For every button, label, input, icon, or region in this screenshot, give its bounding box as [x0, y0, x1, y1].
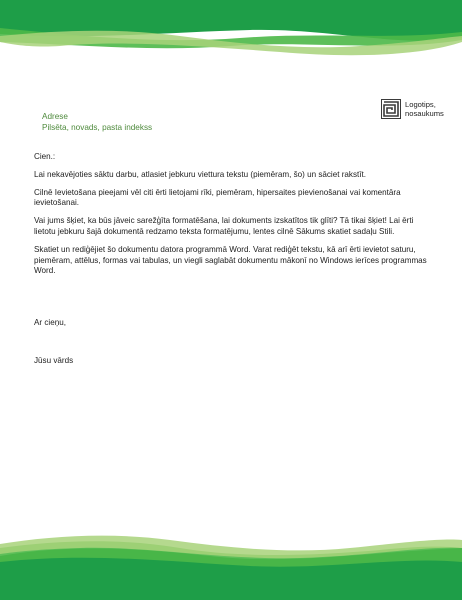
header-wave-decoration — [0, 0, 462, 62]
logo-line-1: Logotips, — [405, 100, 436, 109]
maze-square-icon — [381, 99, 401, 119]
logo-name — [405, 100, 462, 118]
letter-body — [34, 152, 434, 367]
city-postal-line: Pilsēta, novads, pasta indekss — [42, 123, 153, 132]
address-line: Adrese — [42, 112, 68, 121]
body-paragraph: Vai jums šķiet, ka būs jāveic sarežģīta formatēšana, lai dokuments izskatītos tik glīti? Tā tikai šķiet! Lai ērti lietotu jebkuru šajā dokumentā redzamo teksta formatējumu, lentes cilnē Sākums skatiet sadaļu Stili. — [34, 216, 414, 236]
company-logo — [381, 99, 462, 119]
closing: Ar cieņu, — [34, 318, 66, 328]
sender-address — [42, 111, 152, 133]
signature-name: Jūsu vārds — [34, 355, 74, 365]
body-paragraph: Skatiet un rediģējiet šo dokumentu datora programmā Word. Varat rediģēt tekstu, kā arī ērti ievietot saturu, piemēram, attēlus, formas vai tabulas, un viegli saglabāt dokumentu mākonī no Windows ierīces programmas Word. — [34, 244, 427, 276]
body-paragraph: Lai nekavējoties sāktu darbu, atlasiet jebkuru viettura tekstu (piemēram, šo) un sāciet rakstīt. — [34, 169, 367, 179]
salutation: Cien.: — [34, 152, 56, 161]
body-paragraph: Cilnē Ievietošana pieejami vēl citi ērti lietojami rīki, piemēram, hipersaites pievienošanai vai komentāra ievietošanai. — [34, 187, 401, 208]
logo-line-2: nosaukums — [405, 109, 444, 118]
footer-wave-decoration — [0, 526, 462, 600]
